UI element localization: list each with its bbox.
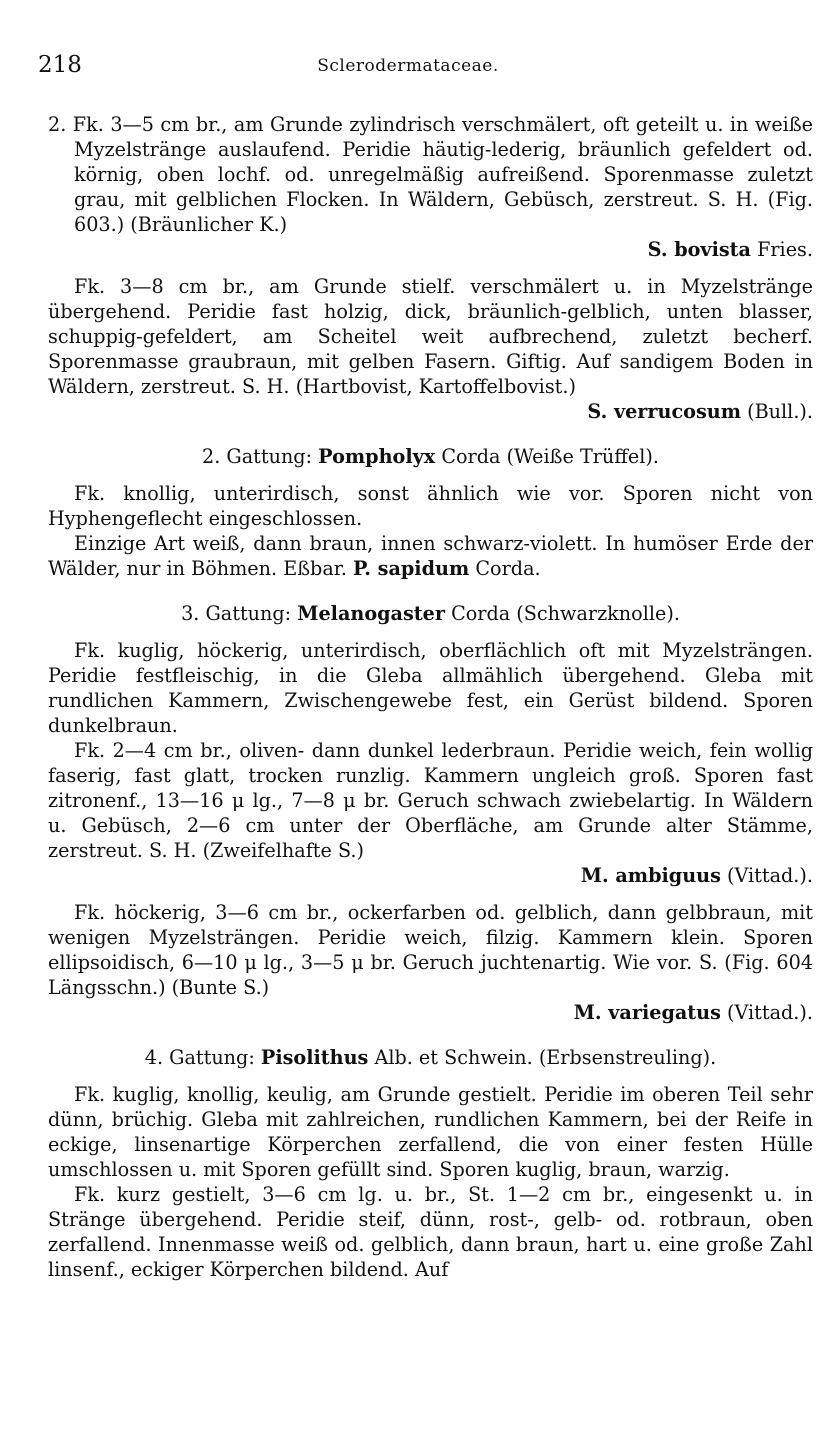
paragraph-text: Fk. kuglig, knollig, keulig, am Grunde gestielt. Peridie im oberen Teil sehr dünn, brüchig. Gleba mit zahlreichen, rundlichen Kammern, bei der Reife in eckige, linsenartige Körperchen zerfallend, die von einer festen Hülle umschlossen u. mit Sporen gefüllt sind. Sporen kuglig, braun, warzig. [48,1083,813,1181]
paragraph-text: Einzige Art weiß, dann braun, innen schwarz-violett. In humöser Erde der Wälder, nur in Böhmen. Eßbar. [48,532,813,580]
species-author: Corda. [469,557,541,580]
species-name-line [48,863,813,888]
genus-name: Melanogaster [297,602,445,625]
page-number: 218 [38,52,82,78]
paragraph-text: 2. Fk. 3—5 cm br., am Grunde zylindrisch verschmälert, oft geteilt u. in weiße Myzelstränge auslaufend. Peridie häutig-lederig, bräunlich gefeldert od. körnig, oben lochf. od. unregelmäßig aufreißend. Sporenmasse zuletzt grau, mit gelblichen Flocken. In Wäldern, Gebüsch, zerstreut. S. H. (Fig. 603.) (Bräunlicher K.) [48,113,813,236]
paragraph-text: Fk. knollig, unterirdisch, sonst ähnlich wie vor. Sporen nicht von Hyphengeflecht eingeschlossen. [48,482,813,530]
genus-heading [48,601,813,626]
species-description [48,1182,813,1282]
paragraph-text: Fk. 3—8 cm br., am Grunde stielf. verschmälert u. in Myzelstränge übergehend. Peridie fast holzig, dick, bräunlich-gelblich, unten blasser, schuppig-gefeldert, am Scheitel weit aufbrechend, zuletzt becherf. Sporenmasse graubraun, mit gelben Fasern. Giftig. Auf sandigem Boden in Wäldern, zerstreut. S. H. (Hartbovist, Kartoffelbovist.) [48,275,813,398]
genus-suffix: Alb. et Schwein. (Erbsenstreuling). [368,1046,717,1069]
genus-prefix: 3. Gattung: [181,602,298,625]
genus-prefix: 2. Gattung: [202,445,319,468]
paragraph-text: Fk. kuglig, höckerig, unterirdisch, oberflächlich oft mit Myzelsträngen. Peridie festfleischig, in die Gleba allmählich übergehend. Gleba mit rundlichen Kammern, Zwischengewebe fest, ein Gerüst bildend. Sporen dunkelbraun. [48,639,813,737]
species-name-line [48,1000,813,1025]
species-description [48,738,813,863]
species-name: M. ambiguus [580,864,721,887]
genus-description [48,1082,813,1182]
species-name: S. bovista [647,238,751,261]
species-name: S. verrucosum [587,400,741,423]
species-author: Fries. [750,238,813,261]
species-name-line [48,237,813,262]
species-name: M. variegatus [573,1001,721,1024]
species-description [48,112,813,237]
species-author: (Vittad.). [720,864,813,887]
species-description [48,531,813,581]
species-name-line [48,399,813,424]
genus-suffix: Corda (Weiße Trüffel). [435,445,659,468]
species-author: (Vittad.). [720,1001,813,1024]
paragraph-text: Fk. 2—4 cm br., oliven- dann dunkel lederbraun. Peridie weich, fein wollig faserig, fast glatt, trocken runzlig. Kammern ungleich groß. Sporen fast zitronenf., 13—16 μ lg., 7—8 μ br. Geruch schwach zwiebelartig. In Wäldern u. Gebüsch, 2—6 cm unter der Oberfläche, am Grunde alter Stämme, zerstreut. S. H. (Zweifelhafte S.) [48,739,813,862]
genus-name: Pompholyx [318,445,436,468]
genus-prefix: 4. Gattung: [144,1046,261,1069]
species-description [48,900,813,1000]
genus-heading [48,1045,813,1070]
genus-heading [48,444,813,469]
species-description [48,274,813,399]
species-author: (Bull.). [741,400,813,423]
genus-description [48,481,813,531]
paragraph-text: Fk. kurz gestielt, 3—6 cm lg. u. br., St. 1—2 cm br., eingesenkt u. in Stränge übergehend. Peridie steif, dünn, rost-, gelb- od. rotbraun, oben zerfallend. Innenmasse weiß od. gelblich, dann braun, hart u. eine große Zahl linsenf., eckiger Körperchen bildend. Auf [48,1183,813,1281]
genus-suffix: Corda (Schwarzknolle). [444,602,680,625]
species-name: P. sapidum [353,557,470,580]
page-header [38,52,778,82]
paragraph-text: Fk. höckerig, 3—6 cm br., ockerfarben od. gelblich, dann gelbbraun, mit wenigen Myzelsträngen. Peridie weich, filzig. Kammern klein. Sporen ellipsoidisch, 6—10 μ lg., 3—5 μ br. Geruch juchtenartig. Wie vor. S. (Fig. 604 Längsschn.) (Bunte S.) [48,901,813,999]
genus-name: Pisolithus [260,1046,369,1069]
page-body [48,112,813,1282]
genus-description [48,638,813,738]
running-head: Sclerodermataceae. [317,56,499,76]
